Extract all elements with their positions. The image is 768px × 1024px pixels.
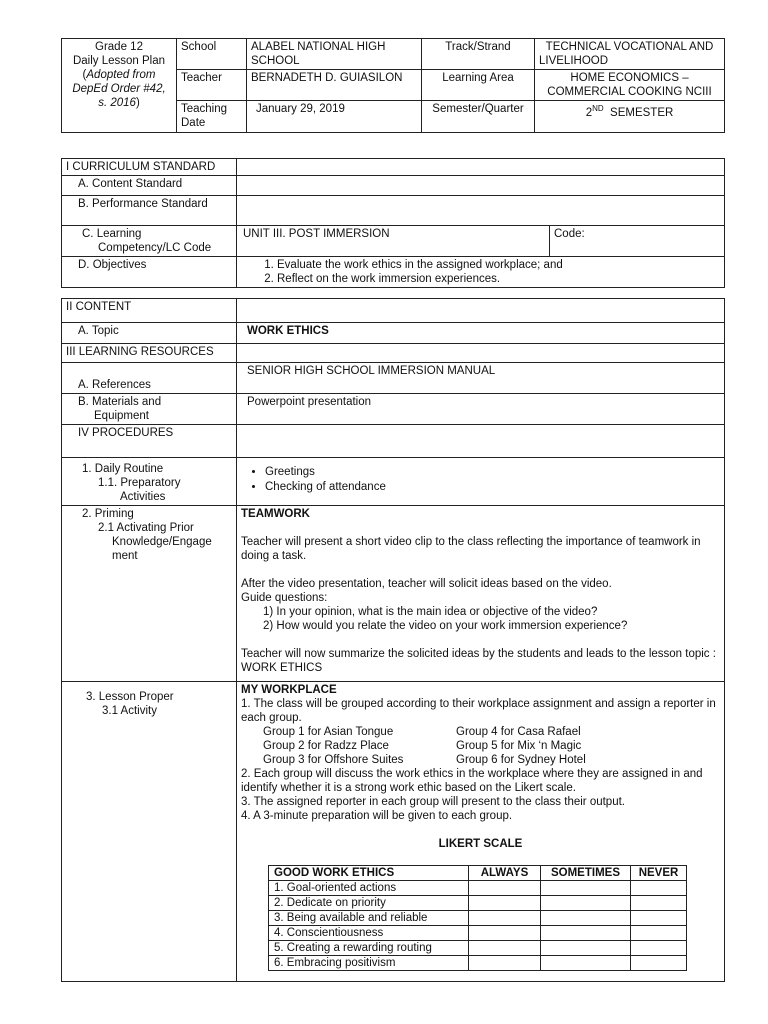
priming-label-3: Knowledge/Engage (112, 536, 212, 548)
header-table (61, 38, 725, 133)
references-label: A. References (62, 363, 237, 394)
semester-text: SEMESTER (610, 106, 674, 119)
priming-paragraph-1: Teacher will present a short video clip to the class reflecting the importance of teamwork in doing a task. (241, 536, 701, 562)
routine-item: • Checking of attendance (265, 480, 720, 495)
likert-row (269, 911, 687, 926)
area-value-1: HOME ECONOMICS – (570, 72, 689, 84)
curriculum-heading-blank (237, 159, 725, 176)
school-value-2: SCHOOL (251, 55, 300, 67)
performance-standard-label: B. Performance Standard (62, 196, 237, 226)
likert-header-always: ALWAYS (469, 866, 541, 881)
content-heading: II CONTENT (62, 299, 237, 323)
date-label-1: Teaching (181, 103, 228, 115)
likert-title: LIKERT SCALE (438, 838, 523, 850)
semester-num: 2 (585, 106, 593, 119)
group-item: Group 1 for Asian Tongue (263, 726, 394, 738)
likert-cell-sometimes[interactable] (541, 911, 631, 926)
school-label: School (177, 39, 247, 70)
school-value-1: ALABEL NATIONAL HIGH (251, 41, 386, 53)
resources-heading: III LEARNING RESOURCES (62, 344, 237, 363)
materials-label-1: B. Materials and (78, 396, 162, 408)
group-item: Group 2 for Radzz Place (263, 740, 389, 752)
likert-cell-sometimes[interactable] (541, 881, 631, 896)
lc-label-2: Competency/LC Code (98, 242, 212, 254)
likert-row (269, 896, 687, 911)
lesson-value (237, 682, 725, 982)
semester-value (535, 101, 725, 133)
topic-label: A. Topic (62, 323, 237, 344)
date-label-2: Date (181, 117, 206, 129)
likert-header-sometimes: SOMETIMES (541, 866, 631, 881)
likert-cell-sometimes[interactable] (541, 956, 631, 971)
lesson-label-1: 3. Lesson Proper (86, 691, 174, 703)
lesson-step-2: 2. Each group will discuss the work ethics in the workplace where they are assigned in and identify whether it is a strong work ethic based on the Likert scale. (241, 768, 703, 794)
content-standard-label: A. Content Standard (62, 176, 237, 196)
code-label: Code: (550, 226, 725, 257)
materials-label-2: Equipment (94, 410, 149, 422)
curriculum-table (61, 158, 725, 288)
area-value (535, 70, 725, 101)
guide-question: 1) In your opinion, what is the main idea or objective of the video? (263, 606, 598, 618)
track-label: Track/Strand (422, 39, 535, 70)
content-standard-value (237, 176, 725, 196)
area-value-2: COMMERCIAL COOKING NCIII (547, 86, 712, 98)
likert-table (268, 865, 687, 971)
track-value-2: LIVELIHOOD (539, 55, 609, 67)
objectives-label: D. Objectives (62, 257, 237, 288)
track-value-1: TECHNICAL VOCATIONAL AND (545, 41, 714, 53)
adopted-italic-1: Adopted from (86, 69, 156, 81)
group-item: Group 5 for Mix ‘n Magic (456, 740, 582, 752)
group-list (241, 725, 720, 767)
likert-row (269, 881, 687, 896)
date-label (177, 101, 247, 133)
priming-label-2: 2.1 Activating Prior (98, 522, 194, 534)
routine-value (237, 458, 725, 506)
likert-row (269, 956, 687, 971)
likert-cell-never[interactable] (631, 941, 687, 956)
likert-cell-never[interactable] (631, 926, 687, 941)
routine-label-1: 1. Daily Routine (82, 463, 164, 475)
school-value (247, 39, 422, 70)
priming-paragraph-3: Teacher will now summarize the solicited ideas by the students and leads to the lesson topic : WORK ETHICS (241, 648, 716, 674)
routine-label-3: Activities (120, 491, 166, 503)
lesson-title: MY WORKPLACE (241, 684, 337, 696)
adopted-text-2: DepEd Order #42, (72, 83, 166, 95)
likert-row (269, 941, 687, 956)
likert-row-label: 5. Creating a rewarding routing (269, 941, 469, 956)
group-item: Group 4 for Casa Rafael (456, 726, 581, 738)
routine-item: • Greetings (265, 465, 720, 480)
objective-item: 1. Evaluate the work ethics in the assigned workplace; and (277, 258, 720, 272)
priming-value (237, 506, 725, 682)
track-value (535, 39, 725, 70)
lc-value: UNIT III. POST IMMERSION (237, 226, 550, 257)
lc-label (62, 226, 237, 257)
objectives-list (241, 258, 720, 286)
likert-row (269, 926, 687, 941)
likert-cell-always[interactable] (469, 911, 541, 926)
adopted-italic-3: s. 2016 (98, 97, 136, 109)
likert-row-label: 6. Embracing positivism (269, 956, 469, 971)
routine-label-2: 1.1. Preparatory (98, 477, 181, 489)
topic-value: WORK ETHICS (237, 323, 725, 344)
likert-cell-always[interactable] (469, 941, 541, 956)
lc-label-1: C. Learning (82, 228, 142, 240)
priming-label (62, 506, 237, 682)
likert-cell-sometimes[interactable] (541, 941, 631, 956)
content-table (61, 298, 725, 982)
likert-cell-always[interactable] (469, 956, 541, 971)
lesson-label (62, 682, 237, 982)
likert-cell-always[interactable] (469, 881, 541, 896)
grade-text: Grade 12 (95, 41, 143, 53)
priming-label-1: 2. Priming (82, 508, 134, 520)
materials-value: Powerpoint presentation (237, 394, 725, 425)
lesson-label-2: 3.1 Activity (102, 705, 157, 717)
objective-item: 2. Reflect on the work immersion experiences. (277, 272, 720, 286)
date-value: January 29, 2019 (247, 101, 422, 133)
priming-title: TEAMWORK (241, 508, 310, 520)
likert-cell-always[interactable] (469, 896, 541, 911)
area-label: Learning Area (422, 70, 535, 101)
likert-cell-sometimes[interactable] (541, 926, 631, 941)
priming-paragraph-2: After the video presentation, teacher will solicit ideas based on the video. (241, 578, 612, 590)
references-value: SENIOR HIGH SCHOOL IMMERSION MANUAL (237, 363, 725, 394)
lesson-step-4: 4. A 3-minute preparation will be given to each group. (241, 810, 513, 822)
dlp-text: Daily Lesson Plan (72, 55, 166, 67)
routine-list (241, 465, 720, 495)
curriculum-heading: I CURRICULUM STANDARD (62, 159, 237, 176)
resources-blank (237, 344, 725, 363)
likert-cell-never[interactable] (631, 896, 687, 911)
guide-label: Guide questions: (241, 592, 328, 604)
likert-cell-never[interactable] (631, 881, 687, 896)
semester-label: Semester/Quarter (422, 101, 535, 133)
teacher-value: BERNADETH D. GUIASILON (247, 70, 422, 101)
likert-row-label: 1. Goal-oriented actions (269, 881, 469, 896)
likert-row-label: 3. Being available and reliable (269, 911, 469, 926)
lesson-step-1: 1. The class will be grouped according to their workplace assignment and assign a reporter in each group. (241, 698, 716, 724)
procedures-heading: IV PROCEDURES (62, 425, 237, 458)
adopted-text-3: s. 2016) (98, 97, 140, 109)
lesson-step-3: 3. The assigned reporter in each group will present to the class their output. (241, 796, 625, 808)
likert-row-label: 4. Conscientiousness (269, 926, 469, 941)
semester-sup: ND (592, 104, 604, 113)
guide-question: 2) How would you relate the video on your work immersion experience? (263, 620, 628, 632)
performance-standard-value (237, 196, 725, 226)
materials-label (62, 394, 237, 425)
likert-cell-sometimes[interactable] (541, 896, 631, 911)
objectives-value (237, 257, 725, 288)
routine-label (62, 458, 237, 506)
likert-cell-always[interactable] (469, 926, 541, 941)
grade-cell (62, 39, 177, 133)
likert-header-never: NEVER (631, 866, 687, 881)
likert-table-wrap (268, 865, 720, 971)
group-item: Group 6 for Sydney Hotel (456, 754, 586, 766)
likert-row-label: 2. Dedicate on priority (269, 896, 469, 911)
group-item: Group 3 for Offshore Suites (263, 754, 404, 766)
priming-label-4: ment (112, 550, 138, 562)
likert-cell-never[interactable] (631, 911, 687, 926)
likert-header-ethics: GOOD WORK ETHICS (269, 866, 469, 881)
adopted-text-1: (Adopted from (82, 69, 156, 81)
procedures-blank (237, 425, 725, 458)
content-heading-blank (237, 299, 725, 323)
teacher-label: Teacher (177, 70, 247, 101)
likert-cell-never[interactable] (631, 956, 687, 971)
